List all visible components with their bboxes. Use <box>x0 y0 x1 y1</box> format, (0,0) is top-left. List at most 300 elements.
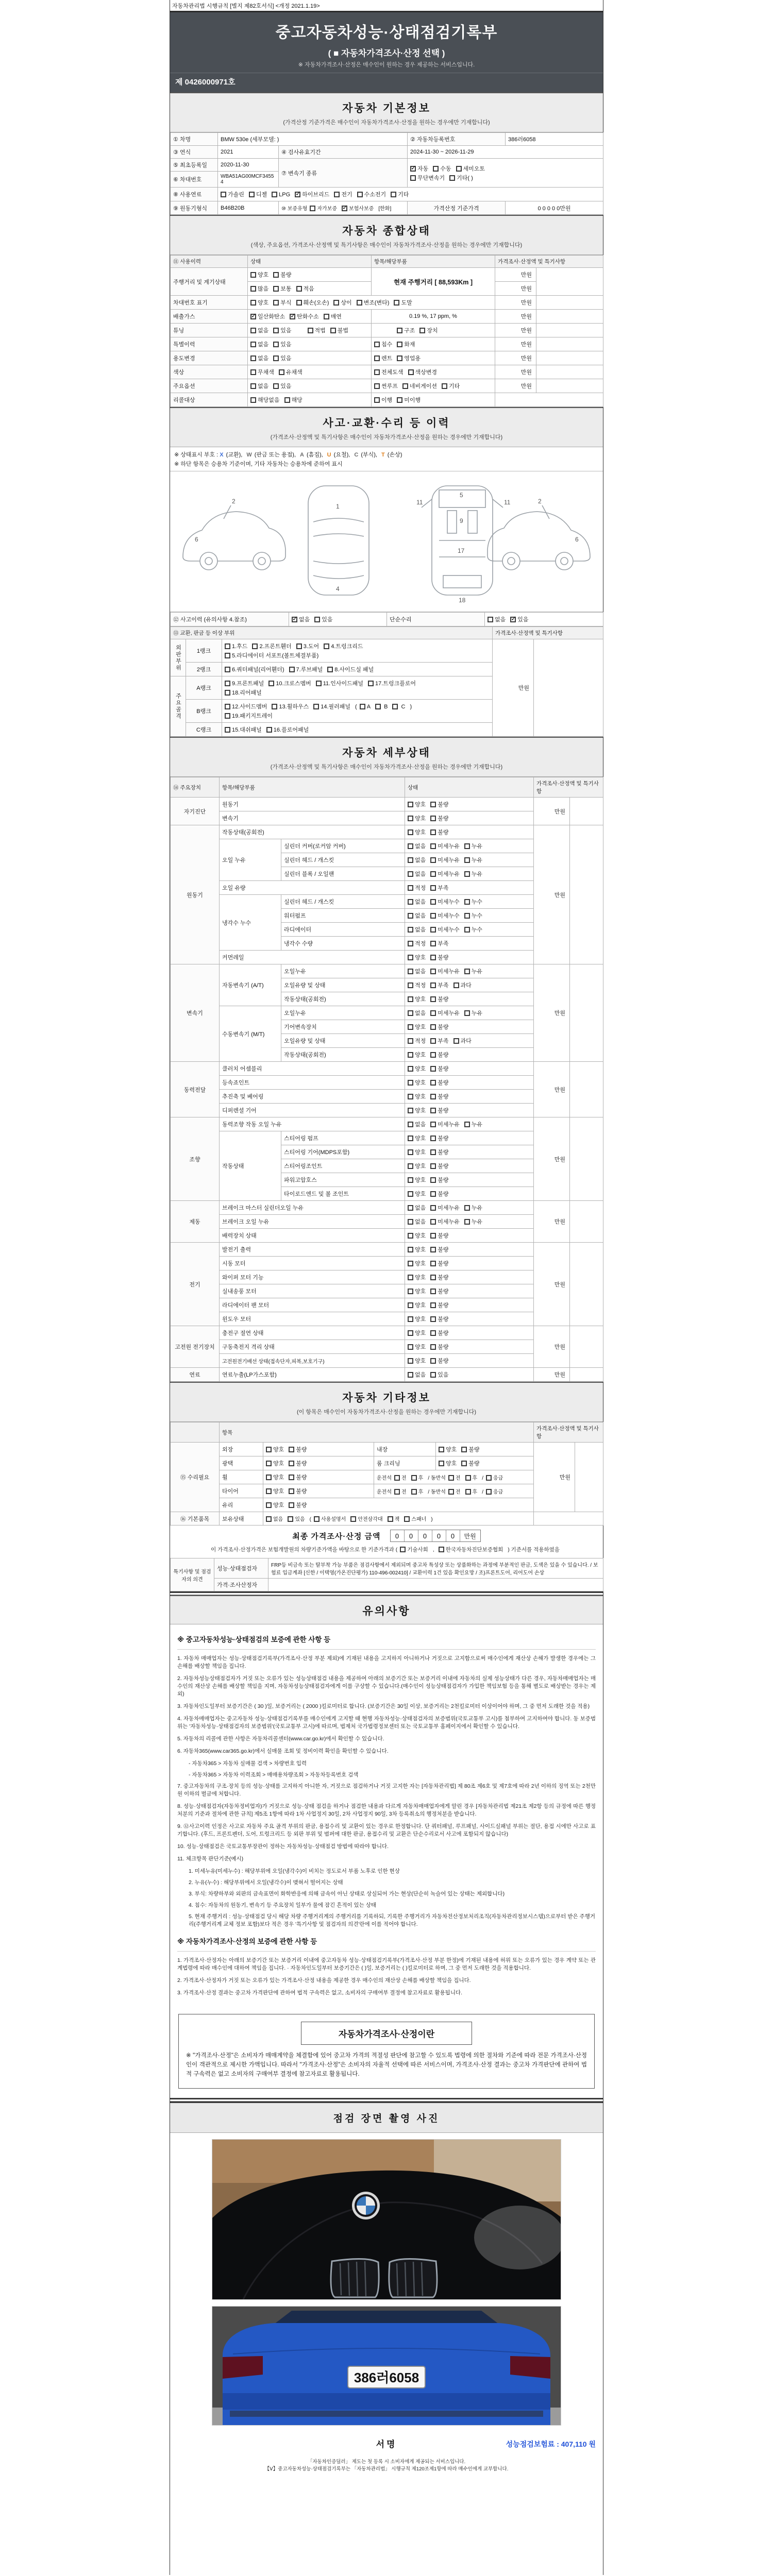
checkbox[interactable] <box>430 1316 436 1322</box>
option-label: 없음 <box>415 913 426 919</box>
cell: 원동기 <box>220 798 405 811</box>
checkbox[interactable] <box>375 704 381 709</box>
option-label: 양호 <box>415 1149 426 1156</box>
checkbox[interactable] <box>225 713 230 719</box>
checkbox[interactable] <box>296 643 302 649</box>
cell <box>405 1270 534 1284</box>
checkbox[interactable] <box>464 1205 470 1211</box>
checkbox[interactable] <box>273 272 279 278</box>
checkbox[interactable] <box>408 1010 413 1016</box>
checkbox[interactable] <box>273 342 279 347</box>
checkbox[interactable] <box>430 802 436 807</box>
checkbox[interactable] <box>334 192 340 197</box>
checkbox[interactable] <box>430 1024 436 1030</box>
checkbox[interactable] <box>290 314 295 319</box>
checkbox[interactable] <box>408 1261 413 1266</box>
notice-subitem: - 자동차365 > 자동차 실매물 검색 > 차량번호 입력 <box>189 1760 307 1767</box>
checkbox[interactable] <box>374 342 380 347</box>
notice-group-heading: ※ 중고자동차성능·상태점검의 보증에 관한 사항 등 <box>177 1634 596 1650</box>
checkbox[interactable] <box>289 1502 294 1508</box>
checkbox[interactable] <box>430 1191 436 1197</box>
checkbox[interactable] <box>439 1547 444 1552</box>
checkbox[interactable] <box>488 617 493 622</box>
checkbox[interactable] <box>408 1205 413 1211</box>
option-label: 양호 <box>415 802 426 808</box>
option-label: 있음 <box>280 383 292 389</box>
checkbox-option <box>430 967 460 975</box>
checkbox[interactable] <box>295 192 300 197</box>
checkbox[interactable] <box>289 1488 294 1494</box>
checkbox[interactable] <box>461 1461 467 1466</box>
checkbox[interactable] <box>225 727 230 733</box>
option-label: 미이행 <box>404 397 421 403</box>
option-label: 없음 <box>258 342 269 348</box>
checkbox-option <box>430 1301 448 1309</box>
option-label: 불량 <box>438 1191 449 1197</box>
option-label: 없음 <box>415 1205 426 1211</box>
checkbox[interactable] <box>408 1108 413 1113</box>
inspection-photo-front <box>212 2139 561 2300</box>
checkbox[interactable] <box>408 996 413 1002</box>
checkbox[interactable] <box>374 397 380 403</box>
checkbox-option <box>430 1120 460 1128</box>
checkbox[interactable] <box>430 1344 436 1350</box>
checkbox[interactable] <box>430 1275 436 1280</box>
checkbox[interactable] <box>310 206 315 211</box>
checkbox[interactable] <box>397 355 402 361</box>
checkbox[interactable] <box>342 206 347 211</box>
checkbox[interactable] <box>250 286 256 292</box>
option-label: 불량 <box>438 802 449 808</box>
checkbox[interactable] <box>327 667 333 672</box>
checkbox[interactable] <box>430 1247 436 1252</box>
checkbox[interactable] <box>448 1475 454 1481</box>
checkbox[interactable] <box>289 667 295 672</box>
cell: 충전구 절연 상태 <box>220 1326 405 1340</box>
price-basis-note <box>170 1544 603 1558</box>
checkbox[interactable] <box>430 996 436 1002</box>
checkbox[interactable] <box>266 1461 272 1466</box>
checkbox[interactable] <box>430 1080 436 1086</box>
section-overall <box>170 215 603 255</box>
checkbox[interactable] <box>430 1358 436 1364</box>
checkbox-option <box>408 1078 426 1087</box>
checkbox[interactable] <box>397 328 402 333</box>
checkbox[interactable] <box>442 383 447 389</box>
option-label: 불량 <box>438 1177 449 1183</box>
checkbox[interactable] <box>408 1177 413 1183</box>
checkbox[interactable] <box>279 369 284 375</box>
checkbox[interactable] <box>250 369 256 375</box>
checkbox[interactable] <box>249 192 255 197</box>
checkbox[interactable] <box>408 816 413 821</box>
checkbox[interactable] <box>448 1489 454 1495</box>
checkbox[interactable] <box>408 1122 413 1127</box>
checkbox[interactable] <box>464 1122 470 1127</box>
checkbox[interactable] <box>394 1475 400 1481</box>
checkbox-option <box>250 382 268 390</box>
checkbox[interactable] <box>284 397 290 403</box>
checkbox[interactable] <box>374 355 380 361</box>
checkbox[interactable] <box>430 982 436 988</box>
explainer-title: 자동차가격조사·산정이란 <box>301 2022 472 2045</box>
checkbox[interactable] <box>464 927 470 933</box>
option-label: 보험사보증 <box>349 206 374 212</box>
checkbox[interactable] <box>408 885 413 891</box>
checkbox[interactable] <box>225 653 230 658</box>
checkbox-option <box>408 1204 426 1212</box>
checkbox[interactable] <box>464 843 470 849</box>
checkbox[interactable] <box>449 175 455 181</box>
table-row <box>171 777 603 798</box>
option-label: 부족 <box>438 941 449 947</box>
status-code: W <box>246 452 252 458</box>
checkbox[interactable] <box>225 704 230 709</box>
option-label: 화재 <box>404 342 415 348</box>
checkbox[interactable] <box>486 1475 492 1481</box>
signature-label[interactable]: 서명 <box>376 2439 397 2449</box>
checkbox[interactable] <box>252 643 258 649</box>
checkbox[interactable] <box>439 1461 444 1466</box>
cell: 유리 <box>220 1498 263 1512</box>
cell: 만원 <box>534 1368 570 1382</box>
checkbox[interactable] <box>250 397 256 403</box>
checkbox[interactable] <box>357 300 362 306</box>
option-label: 과다 <box>460 1038 472 1044</box>
checkbox[interactable] <box>430 1149 436 1155</box>
checkbox[interactable] <box>408 1372 413 1378</box>
checkbox[interactable] <box>250 383 256 389</box>
checkbox-option <box>374 340 392 348</box>
checkbox[interactable] <box>250 342 256 347</box>
checkbox[interactable] <box>266 1516 272 1522</box>
checkbox[interactable] <box>266 1488 272 1494</box>
cell: 만원 <box>495 268 536 282</box>
checkbox[interactable] <box>464 857 470 863</box>
checkbox[interactable] <box>430 1163 436 1169</box>
checkbox[interactable] <box>430 1330 436 1336</box>
checkbox[interactable] <box>397 342 402 347</box>
checkbox[interactable] <box>400 1547 406 1552</box>
checkbox[interactable] <box>266 1447 272 1452</box>
checkbox[interactable] <box>408 927 413 933</box>
checkbox[interactable] <box>272 704 277 709</box>
checkbox[interactable] <box>430 1094 436 1099</box>
checkbox[interactable] <box>464 871 470 877</box>
checkbox[interactable] <box>430 1066 436 1072</box>
checkbox[interactable] <box>408 829 413 835</box>
checkbox[interactable] <box>510 617 516 622</box>
option-label: 적음 <box>303 286 314 292</box>
checkbox[interactable] <box>464 1219 470 1225</box>
checkbox[interactable] <box>486 1489 492 1495</box>
checkbox[interactable] <box>408 1038 413 1044</box>
checkbox-option <box>408 897 426 906</box>
cell <box>536 296 603 310</box>
checkbox[interactable] <box>273 355 279 361</box>
checkbox[interactable] <box>308 328 313 333</box>
checkbox[interactable] <box>410 175 416 181</box>
checkbox-option <box>464 967 482 975</box>
option-label: 미세누수 <box>438 899 460 905</box>
checkbox[interactable] <box>430 843 436 849</box>
checkbox[interactable] <box>430 927 436 933</box>
checkbox[interactable] <box>289 1475 294 1480</box>
checkbox[interactable] <box>408 913 413 919</box>
checkbox[interactable] <box>314 1516 320 1522</box>
cell: 2랭크 <box>186 663 222 676</box>
checkbox[interactable] <box>397 397 402 403</box>
checkbox[interactable] <box>430 1010 436 1016</box>
checkbox[interactable] <box>273 300 279 306</box>
checkbox[interactable] <box>408 1358 413 1364</box>
cell <box>263 1484 374 1498</box>
checkbox[interactable] <box>408 941 413 946</box>
checkbox-option <box>430 939 448 947</box>
checkbox[interactable] <box>430 1372 436 1378</box>
checkbox[interactable] <box>250 314 256 319</box>
checkbox[interactable] <box>314 617 320 622</box>
checkbox[interactable] <box>419 328 425 333</box>
checkbox[interactable] <box>464 1010 470 1016</box>
checkbox[interactable] <box>430 1038 436 1044</box>
checkbox[interactable] <box>225 681 230 686</box>
option-label: 수소전기 <box>364 192 386 198</box>
checkbox[interactable] <box>360 704 365 709</box>
table-row <box>171 825 603 839</box>
checkbox[interactable] <box>465 1475 471 1481</box>
checkbox[interactable] <box>250 300 256 306</box>
checkbox-option <box>430 800 448 808</box>
checkbox[interactable] <box>430 955 436 960</box>
checkbox[interactable] <box>288 1516 293 1522</box>
checkbox[interactable] <box>430 941 436 946</box>
checkbox[interactable] <box>430 829 436 835</box>
checkbox[interactable] <box>273 328 279 333</box>
option-label: 불량 <box>468 1461 480 1467</box>
checkbox[interactable] <box>408 1080 413 1086</box>
checkbox[interactable] <box>408 1330 413 1336</box>
checkbox[interactable] <box>456 166 462 172</box>
checkbox[interactable] <box>464 969 470 974</box>
checkbox[interactable] <box>430 1233 436 1239</box>
checkbox[interactable] <box>464 899 470 905</box>
checkbox[interactable] <box>408 1233 413 1239</box>
diagram-number: 6 <box>575 536 579 543</box>
checkbox[interactable] <box>324 314 329 319</box>
checkbox[interactable] <box>225 643 230 649</box>
checkbox[interactable] <box>408 982 413 988</box>
checkbox-option <box>252 642 291 650</box>
checkbox[interactable] <box>408 1094 413 1099</box>
checkbox[interactable] <box>266 1502 272 1508</box>
checkbox[interactable] <box>465 1489 471 1495</box>
checkbox[interactable] <box>408 1163 413 1169</box>
table-row <box>171 133 603 146</box>
checkbox[interactable] <box>350 1516 356 1522</box>
checkbox[interactable] <box>273 383 279 389</box>
option-label: 전체도색 <box>381 369 404 376</box>
checkbox[interactable] <box>408 1219 413 1225</box>
checkbox[interactable] <box>225 667 230 672</box>
checkbox[interactable] <box>368 681 374 686</box>
checkbox-option <box>464 897 482 906</box>
cell <box>263 1456 374 1470</box>
checkbox-option <box>314 1515 346 1522</box>
checkbox[interactable] <box>461 1447 467 1452</box>
cell: 오일 누유 <box>220 839 281 881</box>
checkbox[interactable] <box>250 355 256 361</box>
checkbox[interactable] <box>453 982 459 988</box>
checkbox[interactable] <box>408 899 413 905</box>
option-label: 양호 <box>415 955 426 961</box>
checkbox[interactable] <box>374 369 380 375</box>
cell: 2020-11-30 <box>218 159 279 172</box>
checkbox[interactable] <box>330 328 336 333</box>
checkbox[interactable] <box>408 1316 413 1322</box>
checkbox[interactable] <box>408 1066 413 1072</box>
checkbox[interactable] <box>430 1122 436 1127</box>
checkbox-option <box>408 800 426 808</box>
checkbox[interactable] <box>289 1461 294 1466</box>
checkbox[interactable] <box>410 166 416 172</box>
checkbox[interactable] <box>221 192 226 197</box>
table-row <box>171 1579 603 1591</box>
other-info-table <box>170 1422 603 1526</box>
checkbox-option <box>394 298 412 307</box>
checkbox[interactable] <box>408 1289 413 1294</box>
table-row <box>171 310 603 324</box>
explainer-body: ※ "가격조사·산정"은 소비자가 매매계약을 체결함에 있어 중고차 가격의 적절성 판단에 참고할 수 있도록 법령에 의한 절차와 기준에 따라 전문 가격조사·산정인이 객관적으로 제시한 가액입니다. 따라서 "가격조사·산정"은 소비자의 자율적 선택에 따른 서비스이며, 가격조사·산정 결과는 중고차 가격판단에 관하여 법적 구속력은 없고 소비자의 구매여부 결정에 참고자료로 활용됩니다. <box>186 2053 587 2077</box>
checkbox[interactable] <box>408 1191 413 1197</box>
checkbox[interactable] <box>394 300 399 306</box>
checkbox[interactable] <box>430 913 436 919</box>
checkbox[interactable] <box>408 1275 413 1280</box>
option-label: 미세누유 <box>438 969 460 975</box>
checkbox[interactable] <box>316 681 322 686</box>
checkbox[interactable] <box>408 802 413 807</box>
option-label: 누유 <box>471 1219 483 1225</box>
checkbox[interactable] <box>296 286 302 292</box>
checkbox[interactable] <box>391 192 396 197</box>
checkbox[interactable] <box>250 272 256 278</box>
checkbox-option <box>310 204 337 212</box>
checkbox[interactable] <box>408 843 413 849</box>
checkbox[interactable] <box>408 955 413 960</box>
option-label: 불량 <box>438 1066 449 1072</box>
checkbox[interactable] <box>292 617 297 622</box>
divider <box>170 2098 603 2102</box>
option-label: 양호 <box>415 1344 426 1350</box>
checkbox[interactable] <box>439 1447 444 1452</box>
checkbox[interactable] <box>266 727 272 733</box>
checkbox[interactable] <box>430 1205 436 1211</box>
checkbox[interactable] <box>411 1475 417 1481</box>
option-label: 있음 <box>438 1372 449 1378</box>
checkbox[interactable] <box>430 1289 436 1294</box>
cell <box>372 351 495 365</box>
checkbox[interactable] <box>408 1247 413 1252</box>
cell <box>248 351 372 365</box>
checkbox[interactable] <box>433 166 439 172</box>
price-digit: 0 <box>391 1530 405 1541</box>
checkbox[interactable] <box>430 885 436 891</box>
checkbox[interactable] <box>374 383 380 389</box>
cell: ⑧ 사용연료 <box>171 188 218 201</box>
checkbox[interactable] <box>273 286 279 292</box>
checkbox[interactable] <box>408 369 414 375</box>
checkbox[interactable] <box>402 383 408 389</box>
checkbox[interactable] <box>430 1177 436 1183</box>
checkbox[interactable] <box>430 816 436 821</box>
table-row <box>171 146 603 159</box>
checkbox[interactable] <box>408 1149 413 1155</box>
checkbox[interactable] <box>313 704 319 709</box>
checkbox[interactable] <box>268 681 274 686</box>
cell: 오일유량 및 상태 <box>281 978 405 992</box>
option-label: 양호 <box>415 816 426 822</box>
cell: 외장 <box>220 1443 263 1456</box>
checkbox[interactable] <box>430 1052 436 1058</box>
checkbox[interactable] <box>430 969 436 974</box>
checkbox-option <box>408 1106 426 1114</box>
option-label: 누유 <box>471 843 483 850</box>
option-label: 6.쿼터패널(리어휀더) <box>232 667 284 673</box>
status-code: U <box>327 452 331 458</box>
checkbox[interactable] <box>430 857 436 863</box>
checkbox[interactable] <box>394 1489 400 1495</box>
notice-item: 11. 체크항목 판단기준(예시) <box>177 1856 244 1862</box>
checkbox[interactable] <box>388 1516 393 1522</box>
checkbox[interactable] <box>408 1024 413 1030</box>
checkbox[interactable] <box>296 300 302 306</box>
checkbox[interactable] <box>408 969 413 974</box>
checkbox[interactable] <box>430 1302 436 1308</box>
checkbox[interactable] <box>411 1489 417 1495</box>
cell: ④ 검사유효기간 <box>279 146 408 159</box>
checkbox[interactable] <box>357 192 363 197</box>
checkbox-option <box>430 1148 448 1156</box>
checkbox[interactable] <box>289 1447 294 1452</box>
checkbox[interactable] <box>464 913 470 919</box>
checkbox[interactable] <box>430 871 436 877</box>
checkbox[interactable] <box>430 1219 436 1225</box>
checkbox[interactable] <box>408 1052 413 1058</box>
checkbox-option <box>324 642 363 650</box>
checkbox[interactable] <box>333 300 339 306</box>
checkbox[interactable] <box>430 899 436 905</box>
checkbox-option <box>408 368 438 376</box>
car-diagram-svg <box>170 474 603 606</box>
checkbox[interactable] <box>408 1136 413 1141</box>
checkbox[interactable] <box>250 328 256 333</box>
checkbox[interactable] <box>430 1261 436 1266</box>
checkbox[interactable] <box>408 857 413 863</box>
checkbox[interactable] <box>404 1516 410 1522</box>
option-label: 미세누유 <box>438 1122 460 1128</box>
checkbox[interactable] <box>225 690 230 696</box>
checkbox[interactable] <box>266 1475 272 1480</box>
checkbox[interactable] <box>408 871 413 877</box>
checkbox[interactable] <box>324 643 329 649</box>
checkbox[interactable] <box>392 704 398 709</box>
checkbox[interactable] <box>430 1136 436 1141</box>
checkbox[interactable] <box>408 1302 413 1308</box>
checkbox[interactable] <box>453 1038 459 1044</box>
checkbox[interactable] <box>430 1108 436 1113</box>
checkbox[interactable] <box>408 1344 413 1350</box>
checkbox[interactable] <box>272 192 277 197</box>
